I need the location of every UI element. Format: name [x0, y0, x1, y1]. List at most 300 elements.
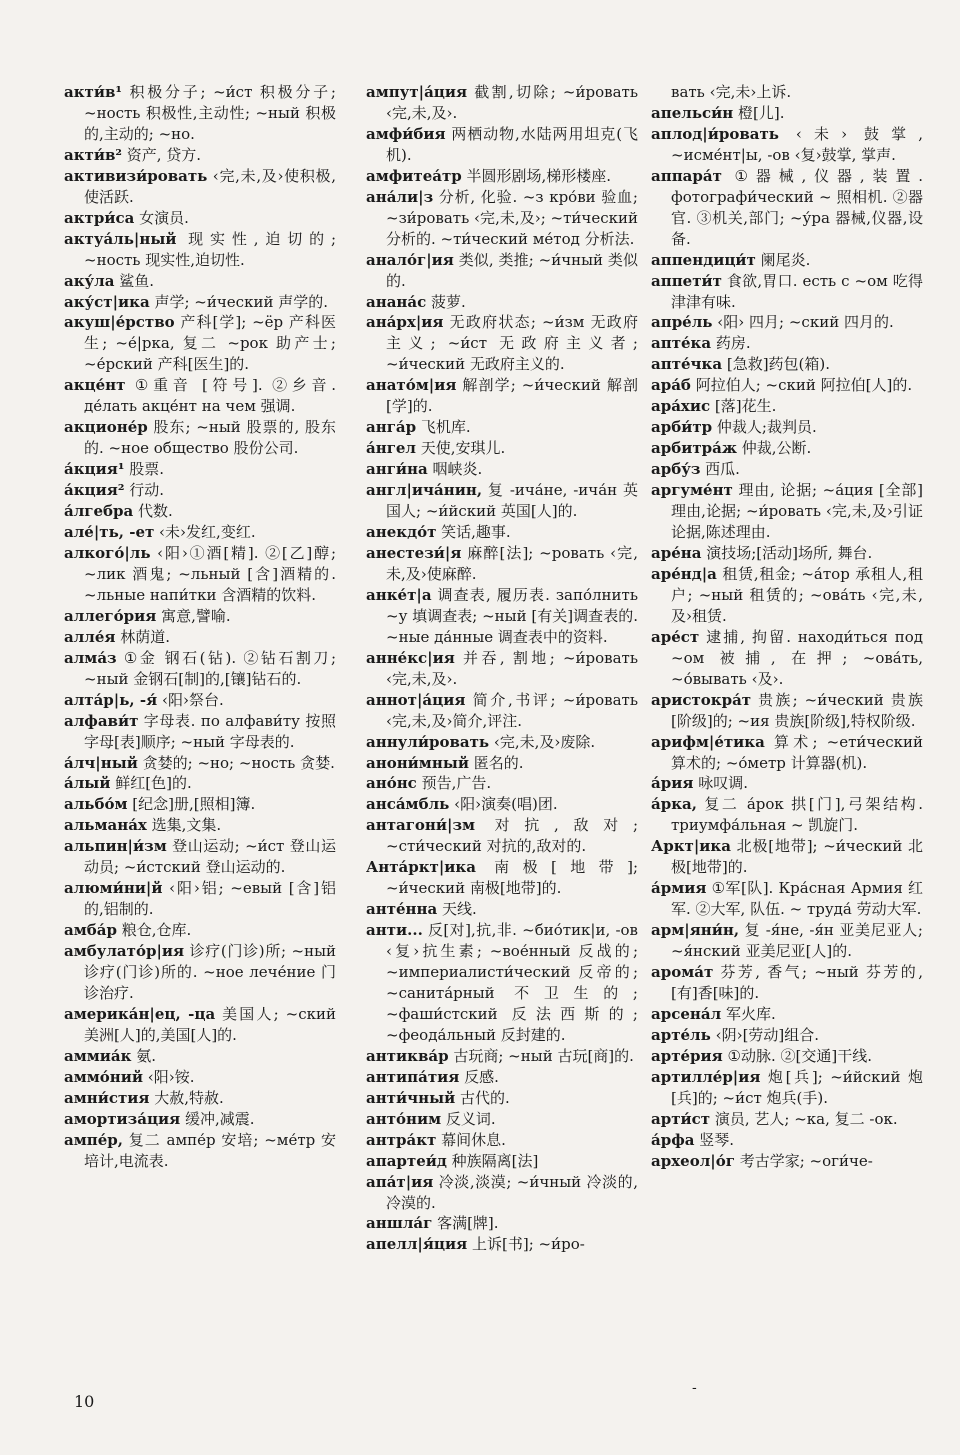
- dictionary-entry: [366, 187, 638, 250]
- definition: 西瓜.: [700, 460, 740, 479]
- headword: а́рмия: [651, 879, 707, 898]
- headword: антиква́р: [366, 1046, 449, 1065]
- headword: альпин|и́зм: [64, 837, 167, 856]
- headword: ано́нс: [366, 774, 417, 793]
- headword: арби́тр: [651, 418, 713, 437]
- dictionary-entry: [64, 543, 336, 606]
- dictionary-entry: [651, 627, 923, 690]
- headword: анти́чный: [366, 1088, 456, 1107]
- dictionary-entry: [651, 333, 923, 354]
- definition: [急救]药包(箱).: [722, 355, 831, 374]
- definition: 股票.: [124, 460, 164, 479]
- definition: 天线.: [437, 900, 477, 919]
- dictionary-entry: [651, 250, 923, 271]
- definition: 并吞, 割地; ~и́ровать ‹完,未,及›.: [386, 648, 638, 688]
- headword: арбу́з: [651, 460, 701, 479]
- headword: ара́хис: [651, 397, 711, 416]
- dictionary-entry: [651, 82, 923, 103]
- dictionary-entry: [651, 166, 923, 250]
- definition: 仲裁,公断.: [737, 439, 812, 458]
- headword: аллего́рия: [64, 606, 157, 625]
- dictionary-entry: [366, 292, 638, 313]
- definition: 药房.: [711, 334, 751, 353]
- headword: акционе́р: [64, 418, 148, 437]
- definition: 阿拉伯人; ~ский 阿拉伯[人]的.: [690, 376, 913, 395]
- dictionary-entry: [366, 899, 638, 920]
- dictionary-entry: [64, 690, 336, 711]
- dictionary-entry: [64, 753, 336, 774]
- headword: а́рия: [651, 774, 694, 793]
- definition: 南极[地带]; ~и́ческий 南极[地带]的.: [386, 858, 638, 898]
- definition: 军火库.: [721, 1004, 776, 1023]
- headword: амортиза́ция: [64, 1109, 181, 1128]
- definition: 考古学家; ~оги́че-: [734, 1151, 873, 1170]
- definition: 预告,广告.: [416, 774, 492, 793]
- dictionary-entry: [64, 773, 336, 794]
- dictionary-entry: [651, 1067, 923, 1109]
- dictionary-entry: [366, 732, 638, 753]
- headword: акуш|е́рство: [64, 313, 175, 332]
- headword: анти...: [366, 921, 423, 940]
- definition: 半圆形剧场,梯形楼座.: [461, 166, 612, 185]
- definition: 咏叹调.: [693, 774, 748, 793]
- definition: 炮[兵]; ~и́йский 炮[兵]的; ~и́ст 炮兵(手).: [671, 1067, 923, 1107]
- definition: 竖琴.: [694, 1130, 735, 1149]
- dictionary-entry: [64, 375, 336, 417]
- definition: 贵族; ~и́ческий 贵族[阶级]的; ~ия 贵族[阶级],特权阶级.: [671, 690, 923, 730]
- dictionary-entry: [651, 773, 923, 794]
- definition: ①动脉. ②[交通]干线.: [722, 1046, 872, 1065]
- definition: 古玩商; ~ный 古玩[商]的.: [448, 1046, 634, 1065]
- definition: 代数.: [133, 502, 173, 521]
- headword: америка́н|ец, -ца: [64, 1004, 216, 1023]
- dictionary-entry: [64, 208, 336, 229]
- dictionary-entry: [64, 711, 336, 753]
- definition: ‹未›发红,变红.: [154, 523, 256, 542]
- column-left: [64, 82, 336, 1172]
- dictionary-entry: [366, 1234, 638, 1255]
- headword: а́кция²: [64, 481, 125, 500]
- headword: алюми́ни|й: [64, 879, 163, 898]
- dictionary-entry: [366, 124, 638, 166]
- headword: анало́г|ия: [366, 250, 454, 269]
- dictionary-entry: [64, 417, 336, 459]
- definition: 演技场;[活动]场所, 舞台.: [701, 543, 873, 562]
- headword: акти́в¹: [64, 83, 122, 101]
- definition: 贪婪的; ~но; ~ность 贪婪.: [137, 753, 335, 772]
- dictionary-entry: [64, 794, 336, 815]
- dictionary-entry: [651, 459, 923, 480]
- dictionary-entry: [651, 124, 923, 166]
- dictionary-entry: [64, 606, 336, 627]
- dictionary-entry: [651, 878, 923, 920]
- headword: арм|яни́н,: [651, 921, 740, 940]
- definition: ①重音 [符号]. ②乡音. де́лать акце́нт на чем 强调.: [84, 376, 336, 416]
- dictionary-entry: [651, 1046, 923, 1067]
- definition: 女演员.: [134, 208, 189, 227]
- headword: аншла́г: [366, 1214, 433, 1233]
- dictionary-entry: [366, 815, 638, 857]
- headword: анекдо́т: [366, 523, 437, 542]
- dictionary-entry: [651, 920, 923, 962]
- definition: 复二 ампе́р 安培; ~ме́тр 安培计,电流表.: [84, 1130, 336, 1170]
- dictionary-entry: [366, 166, 638, 187]
- definition: 匿名的.: [468, 753, 524, 772]
- definition: 字母表. по алфави́ту 按照字母[表]顺序; ~ный 字母表的.: [84, 711, 336, 751]
- definition: 调查表, 履历表. запо́лнить ~у 填调查表; ~ный [有关]调查表的. ~ные да́нные 调查表中的资料.: [386, 585, 638, 646]
- dictionary-entry: [651, 271, 923, 313]
- dictionary-entry: [64, 480, 336, 501]
- definition: ‹完,未,及›使积极,使活跃.: [84, 166, 336, 206]
- definition: 橙[儿].: [733, 103, 785, 122]
- definition: 现实性,迫切的; ~ность 现实性,迫切性.: [84, 229, 336, 269]
- headword: ара́б: [651, 376, 691, 395]
- headword: алфави́т: [64, 711, 139, 730]
- dictionary-entry: [651, 836, 923, 878]
- dictionary-entry: [366, 312, 638, 375]
- headword: анестези́|я: [366, 543, 462, 562]
- dictionary-entry: [366, 648, 638, 690]
- headword: апте́ка: [651, 334, 712, 353]
- headword: ана́ли|з: [366, 187, 434, 206]
- headword: амфитеа́тр: [366, 166, 462, 185]
- definition: ①金 钢石(钻). ②钻石割刀; ~ный 金钢石[制]的,[镶]钻石的.: [84, 648, 336, 688]
- dictionary-entry: [64, 1046, 336, 1067]
- headword: анке́т|а: [366, 585, 432, 604]
- definition: 阑尾炎.: [755, 250, 811, 269]
- definition: 麻醉[法]; ~ровать ‹完,未,及›使麻醉.: [386, 543, 638, 583]
- definition: ‹阳›①酒[精]. ②[乙]醇; ~лик 酒鬼; ~льный [含]酒精的. ~льные напи́тки 含酒精的饮料.: [84, 543, 336, 604]
- definition: 复 -я́не, -я́н 亚美尼亚人; ~я́нский 亚美尼亚[人]的.: [671, 921, 923, 961]
- definition: ‹阳›铝; ~евый [含]铝的,铝制的.: [84, 879, 336, 919]
- headword: а́лгебра: [64, 502, 134, 521]
- dictionary-entry: [366, 375, 638, 417]
- definition: ‹阳›铵.: [143, 1067, 195, 1086]
- dictionary-entry: [651, 732, 923, 774]
- headword: апелл|я́ция: [366, 1235, 468, 1254]
- dictionary-entry: [64, 815, 336, 836]
- dictionary-entry: [64, 941, 336, 1004]
- definition: 复二 а́рок 拱[门],弓架结构. триумфа́льная ~ 凯旋门.: [671, 795, 923, 835]
- column-right: [651, 82, 923, 1172]
- headword: а́лый: [64, 774, 111, 793]
- headword: аре́на: [651, 543, 702, 562]
- definition: 产科[学]; ~ёр 产科医生; ~е́|рка, 复二 ~рок 助产士; ~е́рский 产科[医生]的.: [84, 313, 336, 374]
- headword: арте́рия: [651, 1046, 723, 1065]
- headword: анса́мбль: [366, 795, 450, 814]
- headword: Анта́ркт|ика: [366, 858, 476, 877]
- dictionary-entry: [366, 438, 638, 459]
- definition: 鲨鱼.: [114, 271, 154, 290]
- dictionary-entry: [651, 1151, 923, 1172]
- definition: 冷淡,淡漠; ~и́чный 冷淡的,冷漠的.: [386, 1172, 638, 1212]
- dictionary-entry: [64, 271, 336, 292]
- dictionary-entry: [64, 459, 336, 480]
- definition: 笑话,趣事.: [436, 523, 511, 542]
- headword: анана́с: [366, 292, 427, 311]
- definition: 北极[地带]; ~и́ческий 北极[地带]的.: [671, 837, 923, 877]
- definition: 咽峡炎.: [427, 460, 483, 479]
- headword: апре́ль: [651, 313, 713, 332]
- definition: 算术; ~ети́ческий 算术的; ~о́метр 计算器(机).: [671, 732, 923, 772]
- definition: 股东; ~ный 股票的, 股东的. ~ное общество 股份公司.: [84, 418, 336, 458]
- dictionary-entry: [64, 1004, 336, 1046]
- headword: аку́ла: [64, 271, 115, 290]
- headword: антагони́|зм: [366, 816, 476, 835]
- headword: арифм|е́тика: [651, 732, 765, 751]
- headword: аплод|и́ровать: [651, 124, 779, 143]
- definition: 粮仓,仓库.: [116, 921, 192, 940]
- headword: анги́на: [366, 460, 428, 479]
- dictionary-entry: [64, 522, 336, 543]
- headword: анга́р: [366, 418, 417, 437]
- headword: але́|ть, -ет: [64, 523, 155, 542]
- dictionary-entry: [366, 585, 638, 648]
- definition: 菠萝.: [426, 292, 466, 311]
- headword: а́рфа: [651, 1130, 695, 1149]
- definition: 种族隔离[法]: [446, 1151, 539, 1170]
- headword: апа́т|ия: [366, 1172, 434, 1191]
- dictionary-entry: [651, 543, 923, 564]
- dictionary-entry: [366, 794, 638, 815]
- definition: вать ‹完,未›上诉.: [671, 83, 792, 101]
- dictionary-entry: [651, 480, 923, 543]
- headword: алкого́|ль: [64, 543, 151, 562]
- dictionary-entry: [651, 375, 923, 396]
- headword: алма́з: [64, 648, 117, 667]
- definition: 资产, 贷方.: [121, 145, 202, 164]
- headword: арбитра́ж: [651, 439, 737, 458]
- dictionary-entry: [366, 1088, 638, 1109]
- definition: 选集,文集.: [146, 816, 222, 835]
- dictionary-entry: [651, 396, 923, 417]
- dictionary-entry: [366, 920, 638, 1046]
- headword: анто́ним: [366, 1109, 442, 1128]
- headword: антипа́тия: [366, 1067, 460, 1086]
- dictionary-entry: [64, 145, 336, 166]
- dictionary-entry: [64, 1088, 336, 1109]
- headword: апте́чка: [651, 355, 723, 374]
- dictionary-entry: [64, 292, 336, 313]
- definition: 积极分子; ~и́ст 积极分子; ~ность 积极性,主动性; ~ный 积极的,主动的; ~но.: [84, 83, 336, 143]
- headword: акти́в²: [64, 145, 122, 164]
- definition: 类似, 类推; ~и́чный 类似的.: [386, 250, 638, 290]
- dictionary-entry: [64, 1109, 336, 1130]
- headword: анони́мный: [366, 753, 469, 772]
- dictionary-entry: [366, 1213, 638, 1234]
- dictionary-entry: [651, 1130, 923, 1151]
- definition: 上诉[书]; ~и́ро-: [467, 1235, 585, 1254]
- headword: акце́нт: [64, 376, 126, 395]
- headword: арсена́л: [651, 1004, 722, 1023]
- definition: 氨.: [131, 1046, 157, 1065]
- headword: аку́ст|ика: [64, 292, 150, 311]
- dictionary-entry: [366, 1172, 638, 1214]
- headword: анне́кс|ия: [366, 648, 455, 667]
- definition: ‹阴›[劳动]组合.: [710, 1025, 820, 1044]
- headword: аристокра́т: [651, 690, 752, 709]
- dictionary-entry: [651, 962, 923, 1004]
- headword: антра́кт: [366, 1130, 437, 1149]
- dictionary-entry: [64, 312, 336, 375]
- definition: 复 -ича́не, -ича́н 英国人; ~и́йский 英国[人]的.: [386, 481, 638, 521]
- definition: [落]花生.: [710, 397, 777, 416]
- dictionary-entry: [651, 312, 923, 333]
- definition: 诊疗(门诊)所; ~ный 诊疗(门诊)所的. ~ное лече́ние 门诊治疗.: [84, 942, 336, 1002]
- definition: ①军[队]. Кра́сная Армия 红军. ②大军, 队伍. ~ труда́ 劳动大军.: [671, 879, 923, 919]
- headword: амни́стия: [64, 1088, 150, 1107]
- dictionary-entry: [366, 417, 638, 438]
- dictionary-entry: [366, 753, 638, 774]
- headword: актуа́ль|ный: [64, 229, 177, 248]
- dictionary-entry: [651, 1109, 923, 1130]
- definition: 简介,书评; ~и́ровать ‹完,未,及›简介,评注.: [386, 690, 638, 730]
- dictionary-entry: [366, 1130, 638, 1151]
- headword: амбулато́р|ия: [64, 942, 185, 961]
- footer-mark: -: [692, 1380, 697, 1396]
- definition: 美国人; ~ский 美洲[人]的,美国[人]的.: [84, 1004, 336, 1044]
- headword: аппендици́т: [651, 250, 756, 269]
- headword: а́рка,: [651, 795, 697, 814]
- definition: 食欲,胃口. есть с ~ом 吃得津津有味.: [671, 271, 923, 311]
- dictionary-entry: [651, 438, 923, 459]
- definition: 天使,安琪儿.: [416, 439, 506, 458]
- definition: ‹完,未,及›废除.: [489, 732, 596, 751]
- headword: аппара́т: [651, 166, 722, 185]
- definition: 缓冲,减震.: [180, 1109, 255, 1128]
- dictionary-entry: [366, 480, 638, 522]
- dictionary-entry: [651, 417, 923, 438]
- headword: арома́т: [651, 963, 714, 982]
- headword: анато́м|ия: [366, 376, 457, 395]
- headword: аргуме́нт: [651, 481, 733, 500]
- definition: 理由, 论据; ~а́ция [全部]理由,论据; ~и́ровать ‹完,未,及›引证论据,陈述理由.: [671, 481, 923, 542]
- definition: ‹阳›演奏(唱)团.: [449, 795, 558, 814]
- headword: апельси́н: [651, 103, 734, 122]
- definition: 租赁,租金; ~а́тор 承租人,租户; ~ный 租赁的; ~ова́ть ‹完,未,及›租赁.: [671, 564, 923, 625]
- dictionary-entry: [64, 878, 336, 920]
- definition: 飞机库.: [416, 418, 471, 437]
- dictionary-entry: [651, 690, 923, 732]
- dictionary-entry: [651, 794, 923, 836]
- dictionary-entry: [366, 82, 638, 124]
- page-number: 10: [74, 1392, 95, 1411]
- definition: 登山运动; ~и́ст 登山运动员; ~и́стский 登山运动的.: [84, 837, 336, 877]
- headword: аре́нд|а: [651, 564, 717, 583]
- definition: 演员, 艺人; ~ка, 复二 -ок.: [710, 1109, 898, 1128]
- dictionary-entry: [64, 648, 336, 690]
- headword: аннот|а́ция: [366, 690, 466, 709]
- definition: 仲裁人;裁判员.: [712, 418, 817, 437]
- definition: 大赦,特赦.: [149, 1088, 224, 1107]
- headword: аммо́ний: [64, 1067, 144, 1086]
- headword: Аркт|ика: [651, 837, 731, 856]
- dictionary-entry: [64, 501, 336, 522]
- definition: 反[对],抗,非. ~био́тик|и, -ов ‹复›抗生素; ~вое́нный 反战的; ~империалисти́ческий 反帝的; ~санита́рный 不卫生的; ~фаши́стский 反法西斯的; ~феода́льный 反封建的.: [386, 921, 638, 1044]
- definition: 无政府状态; ~и́зм 无政府主义; ~и́ст 无政府主义者; ~и́ческий 无政府主义的.: [386, 313, 638, 374]
- headword: арте́ль: [651, 1025, 711, 1044]
- headword: арти́ст: [651, 1109, 711, 1128]
- headword: альмана́х: [64, 816, 147, 835]
- dictionary-entry: [64, 82, 336, 145]
- definition: ‹阳›祭台.: [157, 690, 224, 709]
- dictionary-entry: [366, 1046, 638, 1067]
- definition: 行动.: [124, 481, 164, 500]
- dictionary-entry: [651, 354, 923, 375]
- definition: [纪念]册,[照相]簿.: [127, 795, 256, 814]
- definition: 鲜红[色]的.: [110, 774, 192, 793]
- definition: 截割,切除; ~и́ровать ‹完,未,及›.: [386, 83, 638, 122]
- column-middle: [366, 82, 638, 1255]
- definition: 两栖动物,水陆两用坦克(飞机).: [386, 124, 638, 164]
- headword: а́нгел: [366, 439, 417, 458]
- definition: 反义词.: [441, 1109, 496, 1128]
- headword: аппети́т: [651, 271, 722, 290]
- headword: археол|о́г: [651, 1151, 735, 1170]
- dictionary-entry: [366, 773, 638, 794]
- definition: 客满[牌].: [432, 1214, 499, 1233]
- headword: ампут|а́ция: [366, 83, 468, 101]
- headword: амфи́бия: [366, 124, 446, 143]
- dictionary-entry: [64, 627, 336, 648]
- definition: ‹未› 鼓掌, ~исме́нт|ы, -ов ‹复›鼓掌, 掌声.: [671, 124, 923, 164]
- headword: альбо́м: [64, 795, 128, 814]
- definition: 分析, 化验. ~з кро́ви 验血; ~зи́ровать ‹完,未,及›; ~ти́ческий 分析的. ~ти́ческий ме́тод 分析法.: [386, 187, 638, 248]
- dictionary-entry: [366, 522, 638, 543]
- headword: актри́са: [64, 208, 135, 227]
- headword: амба́р: [64, 921, 117, 940]
- headword: артилле́р|ия: [651, 1067, 761, 1086]
- definition: 解剖学; ~и́ческий 解剖[学]的.: [386, 376, 638, 416]
- dictionary-entry: [64, 836, 336, 878]
- definition: ‹阳› 四月; ~ский 四月的.: [712, 313, 894, 332]
- dictionary-entry: [366, 543, 638, 585]
- definition: 对抗,敌对; ~сти́ческий 对抗的,敌对的.: [386, 816, 638, 856]
- definition: 林荫道.: [115, 627, 171, 646]
- definition: 幕间休息.: [436, 1130, 506, 1149]
- dictionary-entry: [366, 857, 638, 899]
- definition: ①器械,仪器,装置. фотографи́ческий ~ 照相机. ②器官. ③机关,部门; ~у́ра 器械,仪器,设备.: [671, 166, 923, 248]
- dictionary-entry: [366, 1109, 638, 1130]
- dictionary-entry: [366, 1151, 638, 1172]
- headword: а́лч|ный: [64, 753, 138, 772]
- headword: алта́р|ь, -я́: [64, 690, 158, 709]
- definition: 声学; ~и́ческий 声学的.: [149, 292, 328, 311]
- dictionary-entry: [651, 103, 923, 124]
- headword: анте́нна: [366, 900, 438, 919]
- dictionary-entry: [651, 1025, 923, 1046]
- definition: 反感.: [459, 1067, 499, 1086]
- dictionary-entry: [64, 1067, 336, 1088]
- headword: алле́я: [64, 627, 116, 646]
- headword: аре́ст: [651, 627, 700, 646]
- dictionary-entry: [651, 1004, 923, 1025]
- dictionary-entry: [366, 690, 638, 732]
- definition: 芬芳, 香气; ~ный 芬芳的,[有]香[味]的.: [671, 963, 923, 1002]
- dictionary-entry: [651, 564, 923, 627]
- headword: а́кция¹: [64, 460, 125, 479]
- dictionary-entry: [64, 920, 336, 941]
- dictionary-entry: [64, 229, 336, 271]
- headword: ана́рх|ия: [366, 313, 444, 332]
- headword: активизи́ровать: [64, 166, 208, 185]
- dictionary-entry: [366, 459, 638, 480]
- headword: аммиа́к: [64, 1046, 132, 1065]
- dictionary-entry: [366, 1067, 638, 1088]
- headword: ампе́р,: [64, 1130, 123, 1149]
- headword: аннули́ровать: [366, 732, 490, 751]
- definition: 逮捕, 拘留. находи́ться под ~ом 被捕, 在押; ~ова́ть, ~о́вывать ‹及›.: [671, 627, 923, 688]
